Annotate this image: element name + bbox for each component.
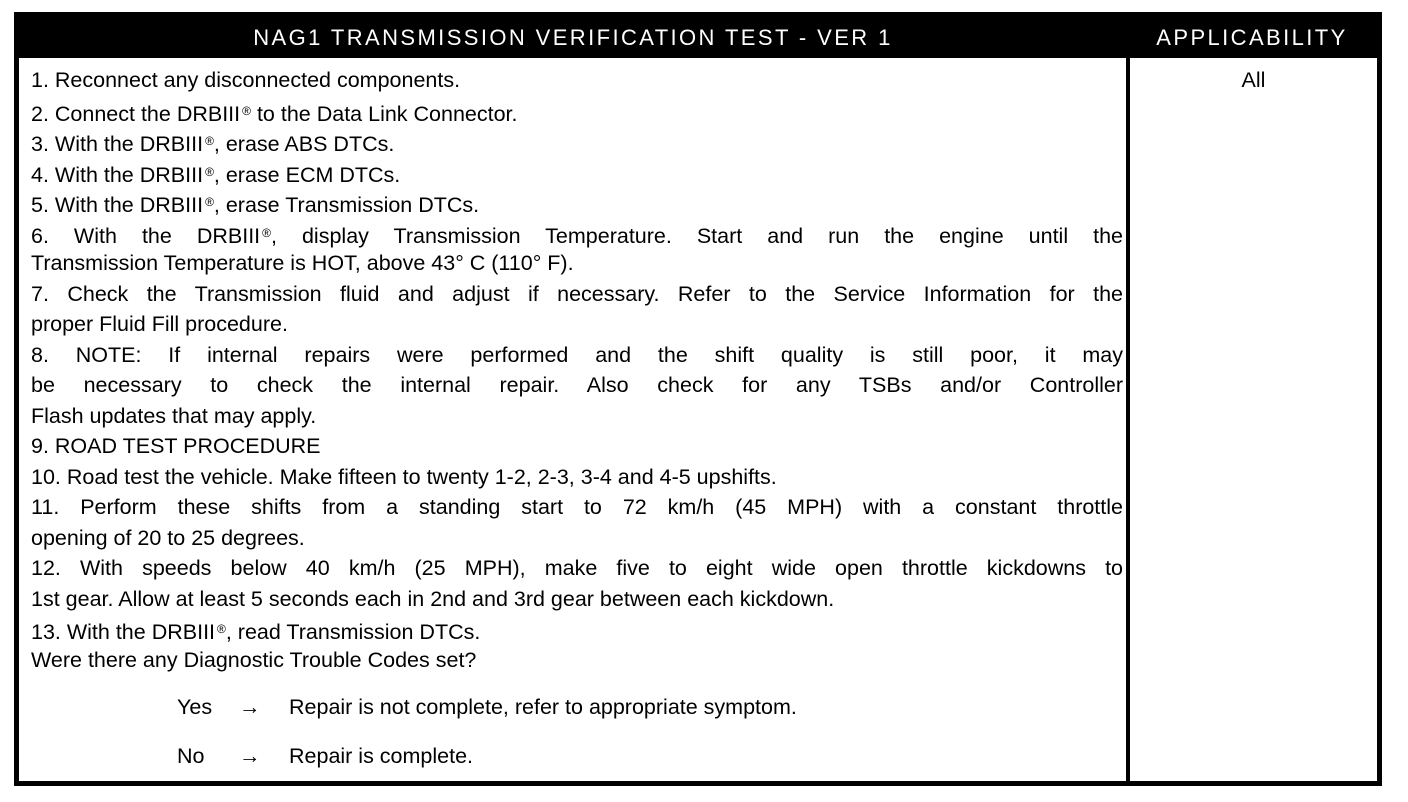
- option-key: Yes: [177, 695, 213, 719]
- applicability-header: APPLICABILITY: [1156, 25, 1348, 50]
- right-arrow-icon: →: [239, 695, 261, 719]
- registered-mark: ®: [205, 134, 214, 148]
- registered-mark: ®: [217, 622, 226, 636]
- procedure-line: [31, 614, 1123, 645]
- procedure-line: 10. Road test the vehicle. Make fifteen to twenty 1-2, 2-3, 3-4 and 4-5 upshifts.: [31, 464, 777, 489]
- procedure-line: 1st gear. Allow at least 5 seconds each in 2nd and 3rd gear between each kickdown.: [31, 586, 835, 611]
- procedure-line: Flash updates that may apply.: [31, 403, 317, 428]
- registered-mark: ®: [262, 225, 271, 240]
- line-text: , erase ABS DTCs.: [213, 132, 395, 156]
- procedure-line: 9. ROAD TEST PROCEDURE: [31, 434, 321, 458]
- line-text: 3. With the DRBIII: [31, 132, 204, 156]
- registered-mark: ®: [205, 164, 214, 179]
- option-key: No: [177, 744, 205, 768]
- registered-mark: ®: [242, 103, 251, 118]
- procedure-line: 12. With speeds below 40 km/h (25 MPH), make five to eight wide open throttle kickdowns to: [31, 556, 1123, 580]
- procedure-line: [31, 187, 1123, 218]
- procedure-line: opening of 20 to 25 degrees.: [31, 525, 305, 550]
- line-text: , erase ECM DTCs.: [213, 162, 401, 187]
- line-text: 4. With the DRBIII: [31, 162, 204, 187]
- line-text: 6. With the DRBIII: [31, 223, 261, 248]
- line-text: 13. With the DRBIII: [31, 620, 216, 644]
- procedure-line: 1. Reconnect any disconnected components.: [31, 68, 461, 92]
- right-arrow-icon: →: [239, 744, 261, 768]
- applicability-value: All: [1241, 68, 1266, 92]
- procedure-line: Were there any Diagnostic Trouble Codes set?: [31, 647, 477, 672]
- procedure-steps: [31, 65, 1123, 675]
- line-text: , erase Transmission DTCs.: [213, 193, 480, 217]
- test-title: NAG1 TRANSMISSION VERIFICATION TEST - VER 1: [253, 25, 893, 50]
- table-header: [19, 17, 1377, 58]
- procedure-line: [31, 96, 1123, 127]
- column-divider: [1126, 58, 1130, 786]
- procedure-line: 11. Perform these shifts from a standing start to 72 km/h (45 MPH) with a constant throttle: [31, 495, 1123, 519]
- option-result: Repair is not complete, refer to appropriate symptom.: [289, 695, 797, 719]
- verification-test-table: [14, 12, 1382, 786]
- line-text: to the Data Link Connector.: [250, 101, 518, 126]
- line-text: , display Transmission Temperature. Start and run the engine until the: [271, 223, 1123, 248]
- line-text: , read Transmission DTCs.: [225, 620, 481, 644]
- procedure-line: [31, 126, 1123, 157]
- procedure-line: 8. NOTE: If internal repairs were performed and the shift quality is still poor, it may: [31, 342, 1123, 367]
- procedure-line: [31, 218, 1123, 249]
- procedure-line: 7. Check the Transmission fluid and adjust if necessary. Refer to the Service Information for the: [31, 281, 1123, 306]
- line-text: 2. Connect the DRBIII: [31, 101, 241, 126]
- procedure-line: proper Fluid Fill procedure.: [31, 312, 288, 336]
- procedure-line: be necessary to check the internal repair. Also check for any TSBs and/or Controller: [31, 373, 1123, 397]
- line-text: 5. With the DRBIII: [31, 193, 204, 217]
- option-result: Repair is complete.: [289, 744, 474, 768]
- procedure-line: [31, 157, 1123, 188]
- registered-mark: ®: [205, 195, 214, 209]
- procedure-line: Transmission Temperature is HOT, above 43° C (110° F).: [31, 251, 574, 275]
